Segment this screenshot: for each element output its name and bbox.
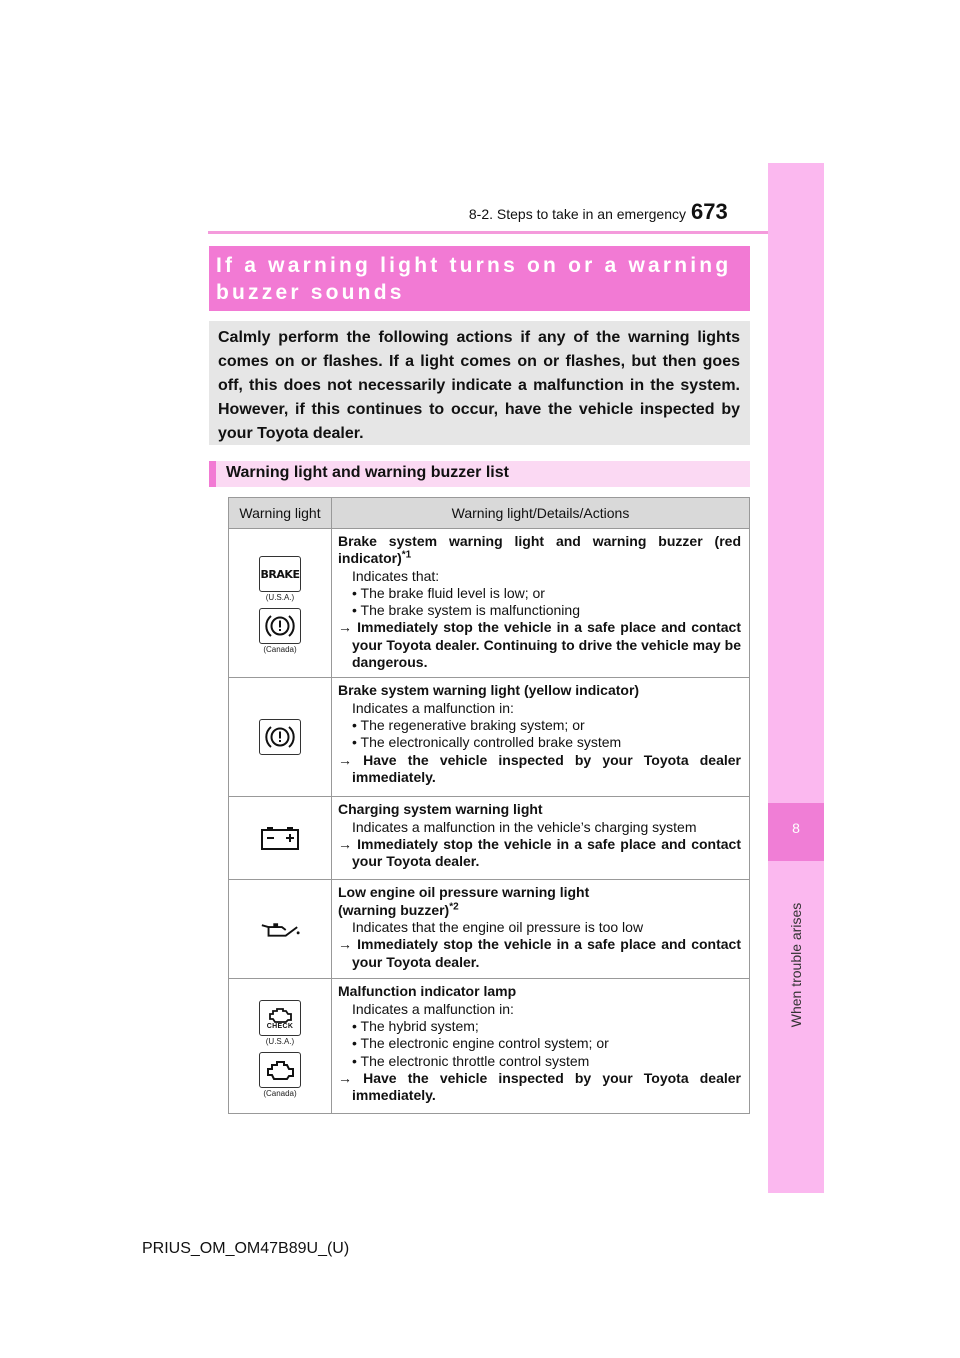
list-item: • The electronic throttle control system <box>352 1052 590 1069</box>
check-engine-icon: CHECK <box>259 1000 301 1036</box>
icon-caption: (U.S.A.) <box>265 593 295 602</box>
icon-caption: (Canada) <box>263 1089 297 1099</box>
row-title: Low engine oil pressure warning light (warning buzzer)$^{*2}$ <box>338 884 590 918</box>
brake-icon: BRAKE <box>259 556 301 592</box>
section-title <box>209 246 750 311</box>
header-rule <box>208 231 822 234</box>
running-header: 8-2. Steps to take in an emergency <box>468 206 686 222</box>
row-action: → Have the vehicle inspected by your Toyota dealer immediately. <box>338 1069 741 1104</box>
intro-text: Calmly perform the following actions if any of the warning lights comes on or flashes. If a light comes on or flashes, but then goes off, this does not necessarily indicate a malfunction in the system. However, if this continues to occur, have the vehicle inspected by your Toyota dealer. <box>218 329 740 442</box>
list-item: • The brake fluid level is low; or <box>352 584 545 601</box>
table-row <box>229 979 750 1114</box>
row-action: → Immediately stop the vehicle in a safe place and contact your Toyota dealer. Continuing to drive the vehicle may be dangerous. <box>338 619 742 671</box>
battery-icon <box>259 820 301 856</box>
chapter-side-tab <box>768 163 824 1193</box>
table-header-row <box>229 498 750 529</box>
row-intro: Indicates that the engine oil pressure is too low <box>352 918 644 935</box>
chapter-label: When trouble arises <box>788 902 804 1028</box>
section-title-line-2: buzzer sounds <box>216 281 405 304</box>
list-item: • The electronic engine control system; or <box>352 1035 609 1052</box>
table-row <box>229 797 750 880</box>
row-intro: Indicates a malfunction in: <box>352 1000 514 1017</box>
section-title-line-1: If a warning light turns on or a warning <box>216 254 732 277</box>
row-action: → Have the vehicle inspected by your Toyota dealer immediately. <box>338 751 741 785</box>
list-item: • The regenerative braking system; or <box>352 716 585 733</box>
icon-caption: (U.S.A.) <box>265 1037 295 1047</box>
row-action: → Immediately stop the vehicle in a safe place and contact your Toyota dealer. <box>338 936 742 970</box>
list-item: • The hybrid system; <box>352 1017 479 1034</box>
header-warning-light: Warning light <box>229 498 332 529</box>
header-details-actions: Warning light/Details/Actions <box>332 498 750 529</box>
document-code: PRIUS_OM_OM47B89U_(U) <box>142 1240 350 1257</box>
subsection-heading: Warning light and warning buzzer list <box>209 461 750 487</box>
table-row <box>229 678 750 797</box>
table-row <box>229 529 750 678</box>
list-item: • The brake system is malfunctioning <box>352 602 580 619</box>
list-item: • The electronically controlled brake system <box>352 734 622 751</box>
oil-can-icon <box>259 911 301 947</box>
row-intro: Indicates a malfunction in: <box>352 699 514 716</box>
page-number: 673 <box>691 199 728 224</box>
table-row <box>229 880 750 979</box>
row-title: Brake system warning light and warning buzzer (red indicator)$^{*1}$ <box>338 533 741 567</box>
row-action: → Immediately stop the vehicle in a safe place and contact your Toyota dealer. <box>338 835 742 870</box>
engine-icon <box>259 1052 301 1088</box>
row-title: Charging system warning light <box>338 801 543 818</box>
chapter-number: 8 <box>792 820 800 836</box>
intro-box <box>209 321 750 445</box>
footnote-marker: *2 <box>449 901 459 913</box>
row-title: Brake system warning light (yellow indicator) <box>338 682 640 699</box>
footnote-marker: *1 <box>401 549 412 561</box>
exclamation-circle-icon <box>259 719 301 755</box>
icon-caption: (Canada) <box>263 645 297 654</box>
row-intro: Indicates a malfunction in the vehicle’s charging system <box>352 818 697 835</box>
warning-light-table <box>228 497 750 1114</box>
row-intro: Indicates that: <box>352 567 440 584</box>
exclamation-circle-icon <box>259 608 301 644</box>
row-title: Malfunction indicator lamp <box>338 983 517 1000</box>
